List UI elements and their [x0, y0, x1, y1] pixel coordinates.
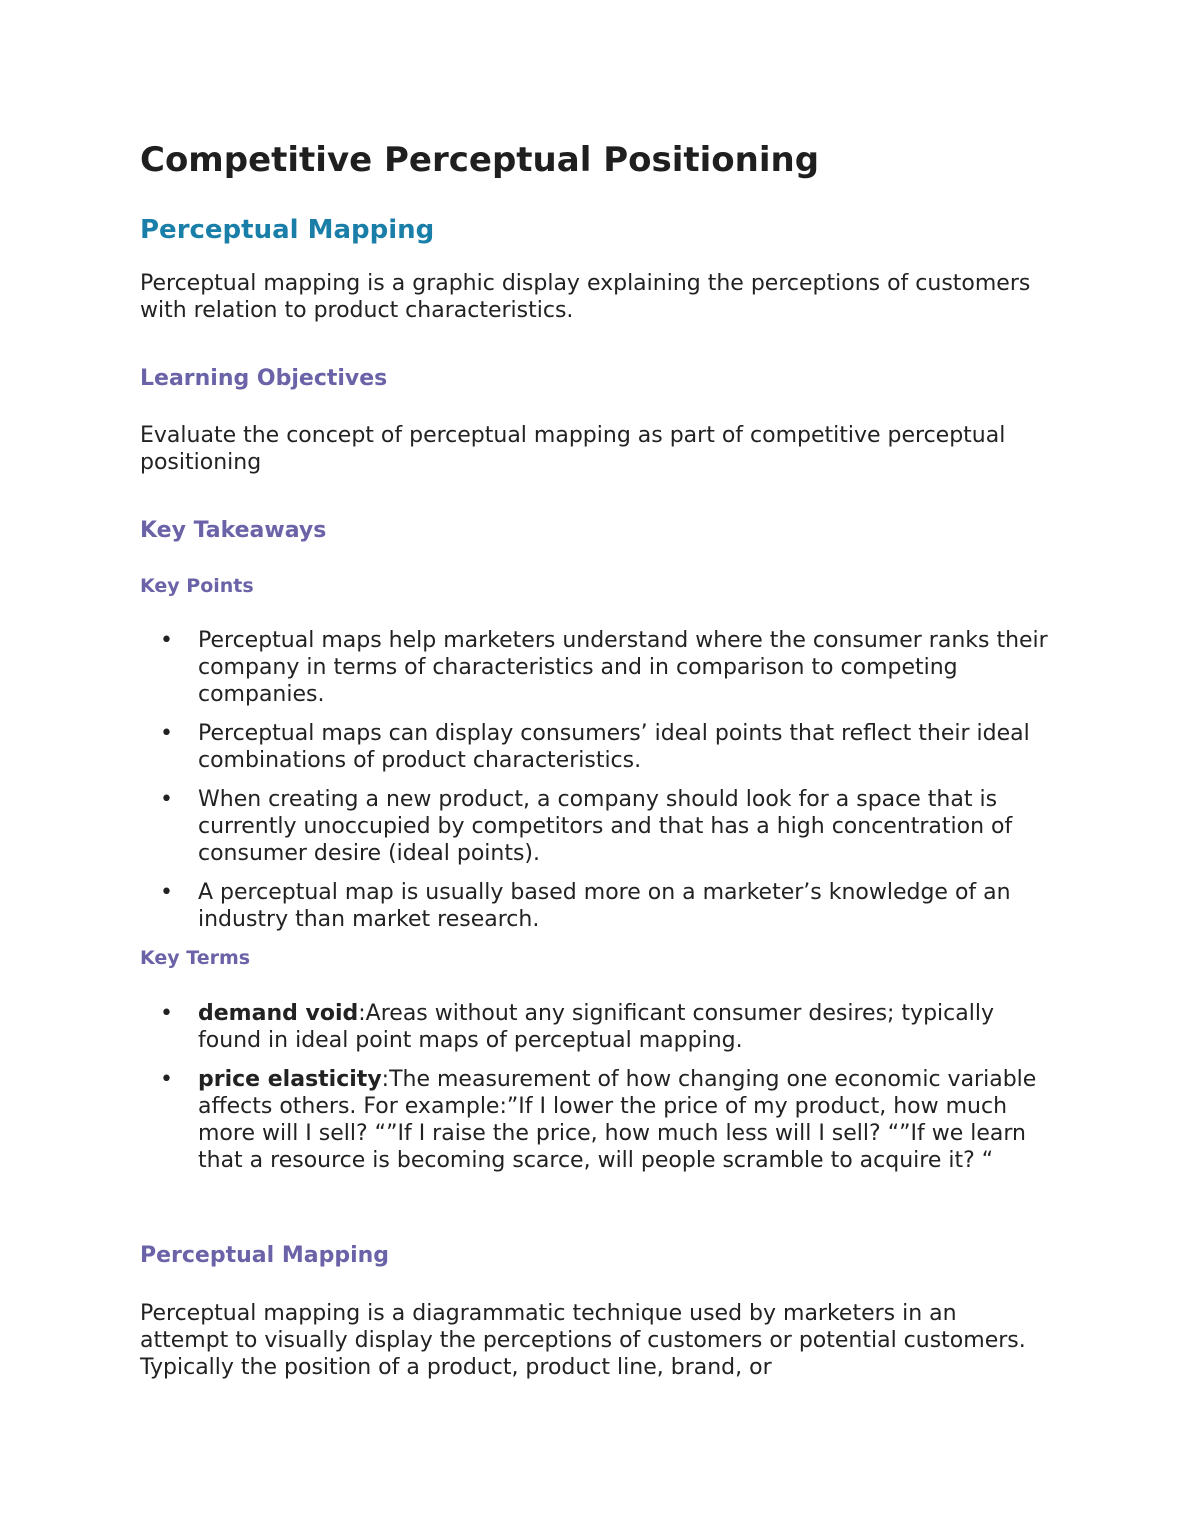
page-title: Competitive Perceptual Positioning [140, 140, 820, 180]
term-name: demand void [198, 1001, 359, 1026]
list-item [140, 720, 1060, 774]
bullet-icon: • [160, 1067, 173, 1092]
key-terms-heading: Key Terms [140, 947, 251, 969]
bullet-icon: • [160, 721, 173, 746]
list-item [140, 627, 1060, 708]
bullet-icon: • [160, 880, 173, 905]
list-item-text: When creating a new product, a company should look for a space that is currently unoccupied by competitors and that has a high concentration of consumer desire (ideal points). [198, 787, 1013, 866]
term-definition: :The measurement of how changing one economic variable affects others. For example:”If I lower the price of my product, how much more will I sell? “”If I raise the price, how much less will I sell? “”If we learn that a resource is becoming scarce, will people scramble to acquire it? “ [198, 1067, 1037, 1173]
list-item [140, 1000, 1060, 1054]
learning-objectives-heading: Learning Objectives [140, 366, 388, 391]
term-name: price elasticity [198, 1067, 382, 1092]
bullet-icon: • [160, 1001, 173, 1026]
bullet-icon: • [160, 787, 173, 812]
key-points-list [140, 627, 1060, 945]
learning-objectives-text: Evaluate the concept of perceptual mapping as part of competitive perceptual positioning [140, 423, 1006, 475]
body-section-heading: Perceptual Mapping [140, 1243, 390, 1268]
key-takeaways-heading: Key Takeaways [140, 518, 327, 543]
intro-paragraph: Perceptual mapping is a graphic display explaining the perceptions of customers with relation to product characteristics. [140, 271, 1031, 323]
body-section-text: Perceptual mapping is a diagrammatic technique used by marketers in an attempt to visually display the perceptions of customers or potential customers. Typically the position of a product, product line, brand, or [140, 1301, 1026, 1380]
key-points-heading: Key Points [140, 575, 254, 597]
list-item [140, 786, 1060, 867]
list-item [140, 879, 1060, 933]
list-item-text: Perceptual maps can display consumers’ ideal points that reflect their ideal combinations of product characteristics. [198, 721, 1030, 773]
key-terms-list [140, 1000, 1060, 1186]
list-item-text: Perceptual maps help marketers understand where the consumer ranks their company in terms of characteristics and in comparison to competing companies. [198, 628, 1048, 707]
term-definition: :Areas without any significant consumer desires; typically found in ideal point maps of perceptual mapping. [198, 1001, 994, 1053]
list-item [140, 1066, 1060, 1174]
list-item-text: A perceptual map is usually based more on a marketer’s knowledge of an industry than market research. [198, 880, 1011, 932]
section-heading: Perceptual Mapping [140, 215, 435, 245]
bullet-icon: • [160, 628, 173, 653]
